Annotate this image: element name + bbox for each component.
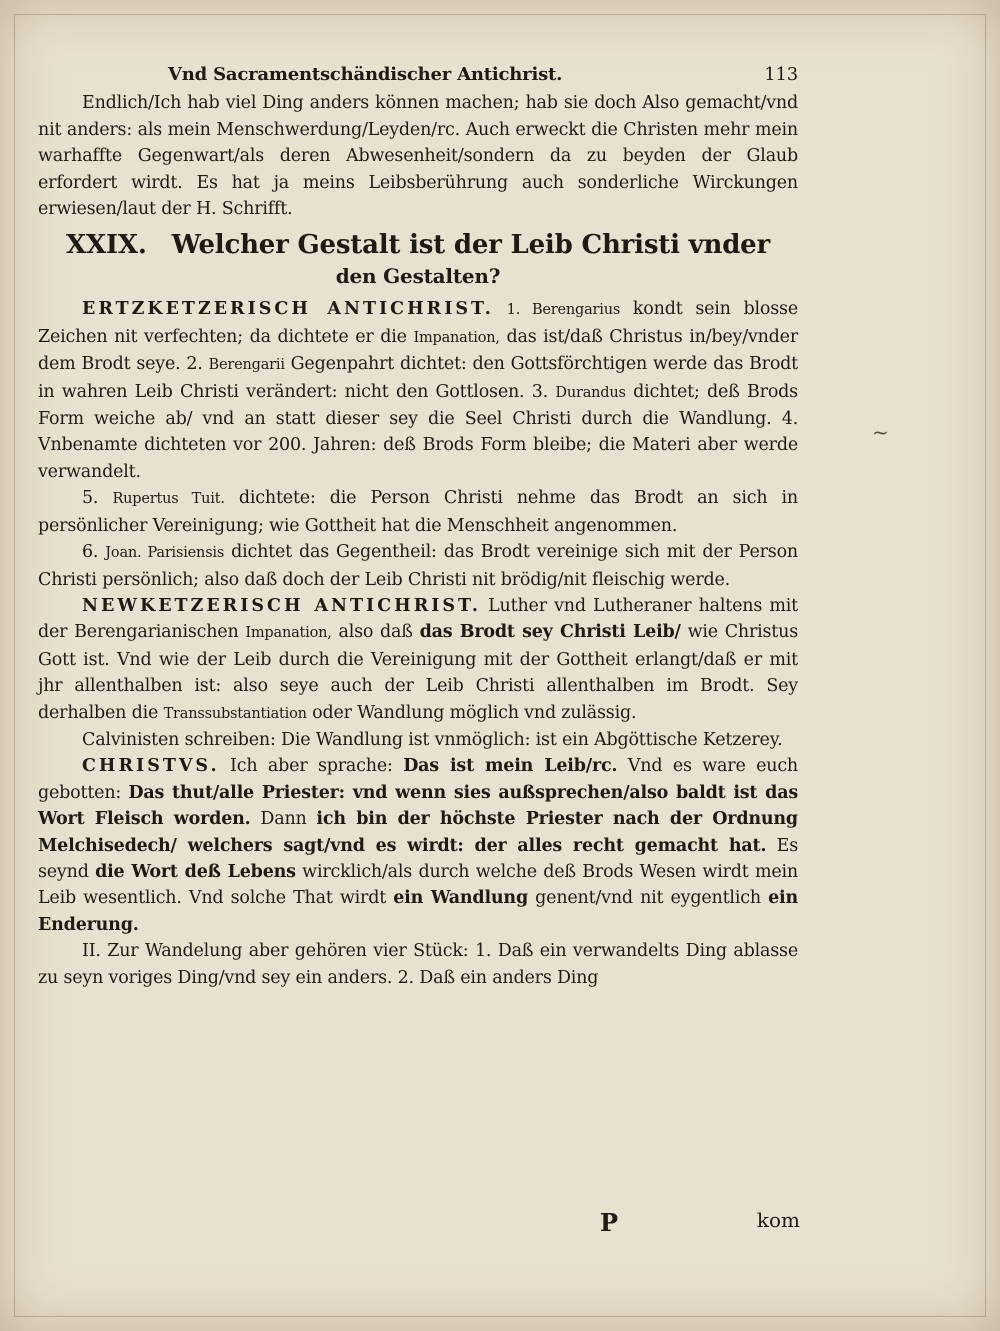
text-run: wie Christus Gott ist. Vnd wie der Leib durch die Vereinigung mit der Gottheit erlangt/daß er mit jhr allenthalben ist: also seye auch der Leib Christi allenthalben im Brodt. Sey derhalben die [38,622,798,723]
latin-term: Impanation, [245,625,332,642]
latin-name: Berengarii [208,357,285,374]
text-run: Luther vnd Lutheraner haltens mit der Berengarianischen [38,595,798,643]
text-run: dichtet das Gegentheil: das Brodt vereinige sich mit der Person Christi persönlich; also daß doch der Leib Christi nit brödig/nit fleischig werde. [38,542,798,590]
text-run: dichtet; deß Brods Form weiche ab/ vnd an statt dieser sey die Seel Christi durch die Wandlung. 4. Vnbenamte dichteten vor 200. Jahren: deß Brods Form bleibe; die Materi aber werde verwandelt. [38,381,798,482]
emphasis-text: Das ist mein Leib/rc. [403,756,618,777]
speaker-label: CHRISTVS. [82,756,220,777]
item-number: 6. [82,542,99,563]
speaker-label: NEWKETZERISCH ANTICHRIST. [82,595,481,616]
page-footer [580,1208,800,1237]
signature-mark: P [600,1208,619,1237]
latin-term: Transsubstantiation [163,705,307,722]
paragraph-4 [38,539,798,593]
emphasis-text: die Wort deß Lebens [95,861,296,882]
latin-name: Durandus [555,384,626,401]
emphasis-text: das Brodt sey Christi Leib/ [419,622,681,643]
text-run: wircklich/als durch welche deß Brods Wesen wirdt mein Leib wesentlich. Vnd solche That wirdt [38,861,798,909]
emphasis-text: ein Wandlung [393,888,528,909]
paragraph-6: Calvinisten schreiben: Die Wandlung ist vnmöglich: ist ein Abgöttische Ketzerey. [82,729,783,750]
paragraph-1: Endlich/Ich hab viel Ding anders können machen; hab sie doch Also gemacht/vnd nit anders: als mein Menschwerdung/Leyden/rc. Auch erweckt die Christen mehr mein warhaffte Gegenwart/als deren Abwesenheit/sondern da zu beyden der Glaub erfordert wirdt. Es hat ja meins Leibsberührung auch sonderliche Wirckungen erwiesen/laut der H. Schrifft. [38,93,798,220]
emphasis-text: ein Enderung. [38,888,798,935]
page-header [168,62,798,88]
latin-name: Joan. Parisiensis [105,545,225,562]
text-run: genent/vnd nit eygentlich [535,888,761,909]
emphasis-text: ich bin der höchste Priester nach der Ordnung Melchisedech/ welchers sagt/vnd es wirdt: der alles recht gemacht hat. [38,809,798,856]
section-title: Welcher Gestalt ist der Leib Christi vnder [171,230,771,261]
page-text [38,62,798,991]
section-title-continued: den Gestalten? [335,264,501,289]
text-run: das ist/daß Christus in/bey/vnder dem Brodt seye. 2. [38,326,798,375]
paragraph-3 [38,485,798,539]
text-run: Es seynd [38,835,798,882]
text-run: also daß [338,622,413,643]
margin-mark: ~ [872,420,889,444]
running-title: Vnd Sacramentschändischer Antichrist. [168,64,563,85]
latin-name: Rupertus Tuit. [112,491,225,508]
text-run: Vnd es ware euch gebotten: [38,756,798,803]
catchword: kom [756,1208,800,1232]
latin-term: Impanation, [413,329,500,346]
section-number: XXIX. [65,230,147,261]
speaker-label: ERTZKETZERISCH ANTICHRIST. [82,299,494,320]
emphasis-text: Das thut/alle Priester: vnd wenn sies außsprechen/also baldt ist das Wort Fleisch worden. [38,782,798,830]
section-heading [38,228,798,262]
text-run: kondt sein blosse Zeichen nit verfechten; da dichtete er die [38,299,798,347]
text-run: Dann [260,809,307,830]
latin-name: 1. Berengarius [506,302,621,319]
text-run: Ich aber sprache: [230,756,393,777]
text-run: Gegenpahrt dichtet: den Gottsförchtigen werde das Brodt in wahren Leib Christi verändert: nicht den Gottlosen. 3. [38,354,798,402]
paragraph-5 [38,593,798,727]
paragraph-7 [38,753,798,938]
text-run: dichtete: die Person Christi nehme das Brodt an sich in persönlicher Vereinigung; wie Gottheit hat die Menschheit angenommen. [38,488,798,536]
paragraph-2 [38,296,798,485]
text-run: oder Wandlung möglich vnd zulässig. [312,702,637,723]
paragraph-8: II. Zur Wandelung aber gehören vier Stück: 1. Daß ein verwandelts Ding ablasse zu seyn voriges Ding/vnd sey ein anders. 2. Daß ein anders Ding [38,941,798,988]
item-number: 5. [82,488,99,509]
page-number: 113 [764,64,798,85]
